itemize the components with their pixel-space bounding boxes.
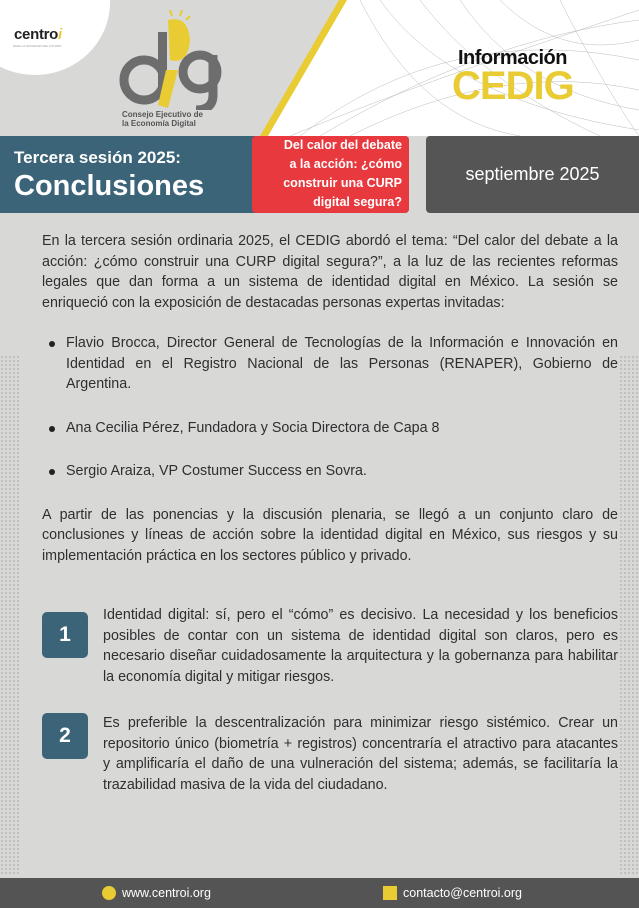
- session-label: Tercera sesión 2025:: [14, 148, 181, 167]
- council-name-line: la Economía Digital: [122, 119, 196, 128]
- list-item: Flavio Brocca, Director General de Tecnologías de la Información e Innovación en Identidad en el Registro Nacional de las Personas (RENAPER), Gobierno de Argentina.: [42, 333, 618, 395]
- email-text[interactable]: contacto@centroi.org: [403, 886, 523, 900]
- conclusion-number: 1: [42, 612, 88, 658]
- date-box: [426, 136, 639, 213]
- centroi-logo: [14, 26, 62, 43]
- dig-logo: [118, 10, 228, 110]
- dot-pattern: [619, 355, 639, 875]
- experts-list: [42, 333, 618, 482]
- conclusion-text: Es preferible la descentralización para minimizar riesgo sistémico. Crear un repositorio único (biometría + registros) concentraría el atractivo para atacantes y amplificaría el daño de una vulneración del sistema; además, se facilitaría la trazabilidad masiva de la vida del ciudadano.: [103, 715, 618, 793]
- topic-line: Del calor del debate: [283, 138, 402, 152]
- list-item: Sergio Araiza, VP Costumer Success en Sovra.: [42, 461, 618, 482]
- topic-line: construir una CURP: [283, 176, 402, 190]
- header: [0, 0, 639, 136]
- topic-line: a la acción: ¿cómo: [289, 157, 402, 171]
- council-name-line: Consejo Ejecutivo de: [122, 110, 203, 119]
- brand-text: centro: [14, 26, 59, 43]
- website-text[interactable]: www.centroi.org: [122, 886, 211, 900]
- intro-paragraph: En la tercera sesión ordinaria 2025, el CEDIG abordó el tema: “Del calor del debate a la acción: ¿cómo construir una CURP digital segura?”, a la luz de las recientes reformas legales que dan forma a un sistema de identidad digital en México. La sesión se enriqueció con la exposición de destacadas personas expertas invitadas:: [42, 233, 618, 311]
- footer: [0, 878, 639, 908]
- conclusion-number: 2: [42, 713, 88, 759]
- info-brand: CEDIG: [452, 64, 574, 108]
- tagline: PARA LA SOCIEDAD DEL FUTURO: [13, 44, 62, 48]
- topic-box: [252, 136, 409, 213]
- website-link[interactable]: [102, 886, 211, 900]
- topic-line: digital segura?: [313, 195, 402, 209]
- globe-icon: [102, 886, 116, 900]
- dot-pattern: [0, 355, 20, 875]
- council-name: [122, 110, 203, 128]
- date-text: septiembre 2025: [465, 164, 600, 184]
- email-link[interactable]: [383, 886, 522, 900]
- summary-paragraph: A partir de las ponencias y la discusión plenaria, se llegó a un conjunto claro de conclusiones y líneas de acción sobre la identidad digital en México, sus riesgos y su implementación práctica en los sectores público y privado.: [42, 506, 618, 564]
- info-label: Información: [458, 47, 567, 69]
- conclusion-text: Identidad digital: sí, pero el “cómo” es decisivo. La necesidad y los beneficios posibles de contar con un sistema de identidad digital son claros, pero es necesario diseñar cuidadosamente la arquitectura y la gobernanza para habilitar la economía digital y mitigar riesgos.: [103, 607, 618, 685]
- body-content: [42, 231, 618, 579]
- brand-accent: i: [58, 26, 62, 43]
- page-title: Conclusiones: [14, 170, 205, 202]
- list-item: Ana Cecilia Pérez, Fundadora y Socia Directora de Capa 8: [42, 418, 618, 439]
- mail-icon: [383, 886, 397, 900]
